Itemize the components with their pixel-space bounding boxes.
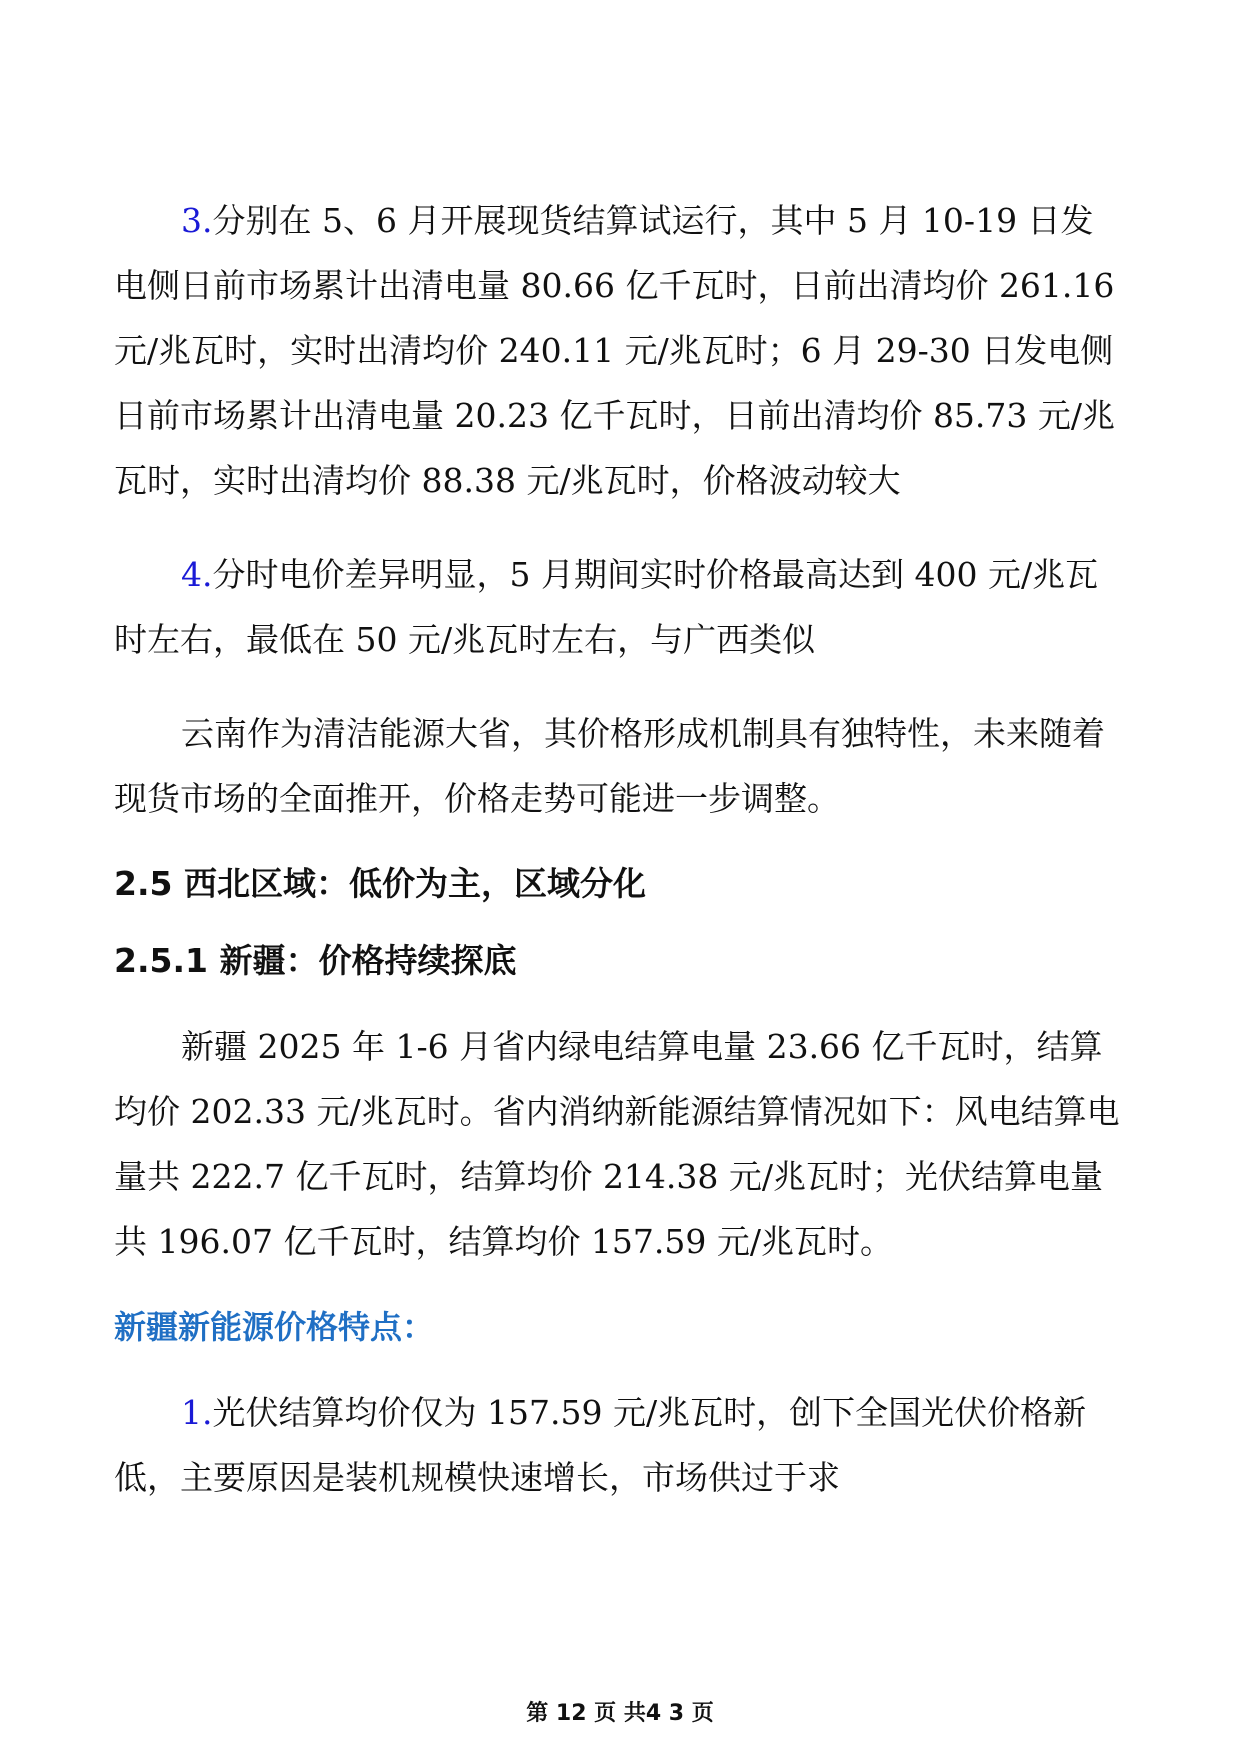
section-heading: 2.5 西北区域：低价为主，区域分化 (114, 864, 646, 903)
list-item-text: 分别在 5、6 月开展现货结算试运行，其中 5 月 10-19 日发电侧日前市场累计出清电量 80.66 亿千瓦时，日前出清均价 261.16 元/兆瓦时，实时出清均价 240.11 元/兆瓦时；6 月 29-30 日发电侧日前市场累计出清电量 20.23 亿千瓦时，日前出清均价 85.73 元/兆瓦时，实时出清均价 88.38 元/兆瓦时，价格波动较大 (114, 201, 1116, 500)
page-footer: 第 12 页 共4 3 页 (526, 1701, 714, 1726)
feature-item-1 (114, 1380, 1125, 1510)
list-marker: 1. (181, 1393, 213, 1432)
list-item-text: 光伏结算均价仅为 157.59 元/兆瓦时，创下全国光伏价格新低，主要原因是装机规模快速增长，市场供过于求 (114, 1393, 1087, 1497)
list-item-3 (114, 188, 1125, 513)
list-item-4 (114, 542, 1125, 672)
yunnan-summary-paragraph: 云南作为清洁能源大省，其价格形成机制具有独特性，未来随着现货市场的全面推开，价格走势可能进一步调整。 (114, 714, 1105, 818)
list-item-text: 分时电价差异明显，5 月期间实时价格最高达到 400 元/兆瓦时左右，最低在 50 元/兆瓦时左右，与广西类似 (114, 555, 1099, 659)
document-body (114, 188, 1125, 1510)
list-marker: 4. (181, 555, 213, 594)
list-marker: 3. (181, 201, 213, 240)
subsection-heading: 2.5.1 新疆：价格持续探底 (114, 941, 517, 980)
xinjiang-summary-paragraph: 新疆 2025 年 1-6 月省内绿电结算电量 23.66 亿千瓦时，结算均价 202.33 元/兆瓦时。省内消纳新能源结算情况如下：风电结算电量共 222.7 亿千瓦时，结算均价 214.38 元/兆瓦时；光伏结算电量共 196.07 亿千瓦时，结算均价 157.59 元/兆瓦时。 (114, 1027, 1120, 1261)
features-title: 新疆新能源价格特点： (114, 1308, 435, 1346)
